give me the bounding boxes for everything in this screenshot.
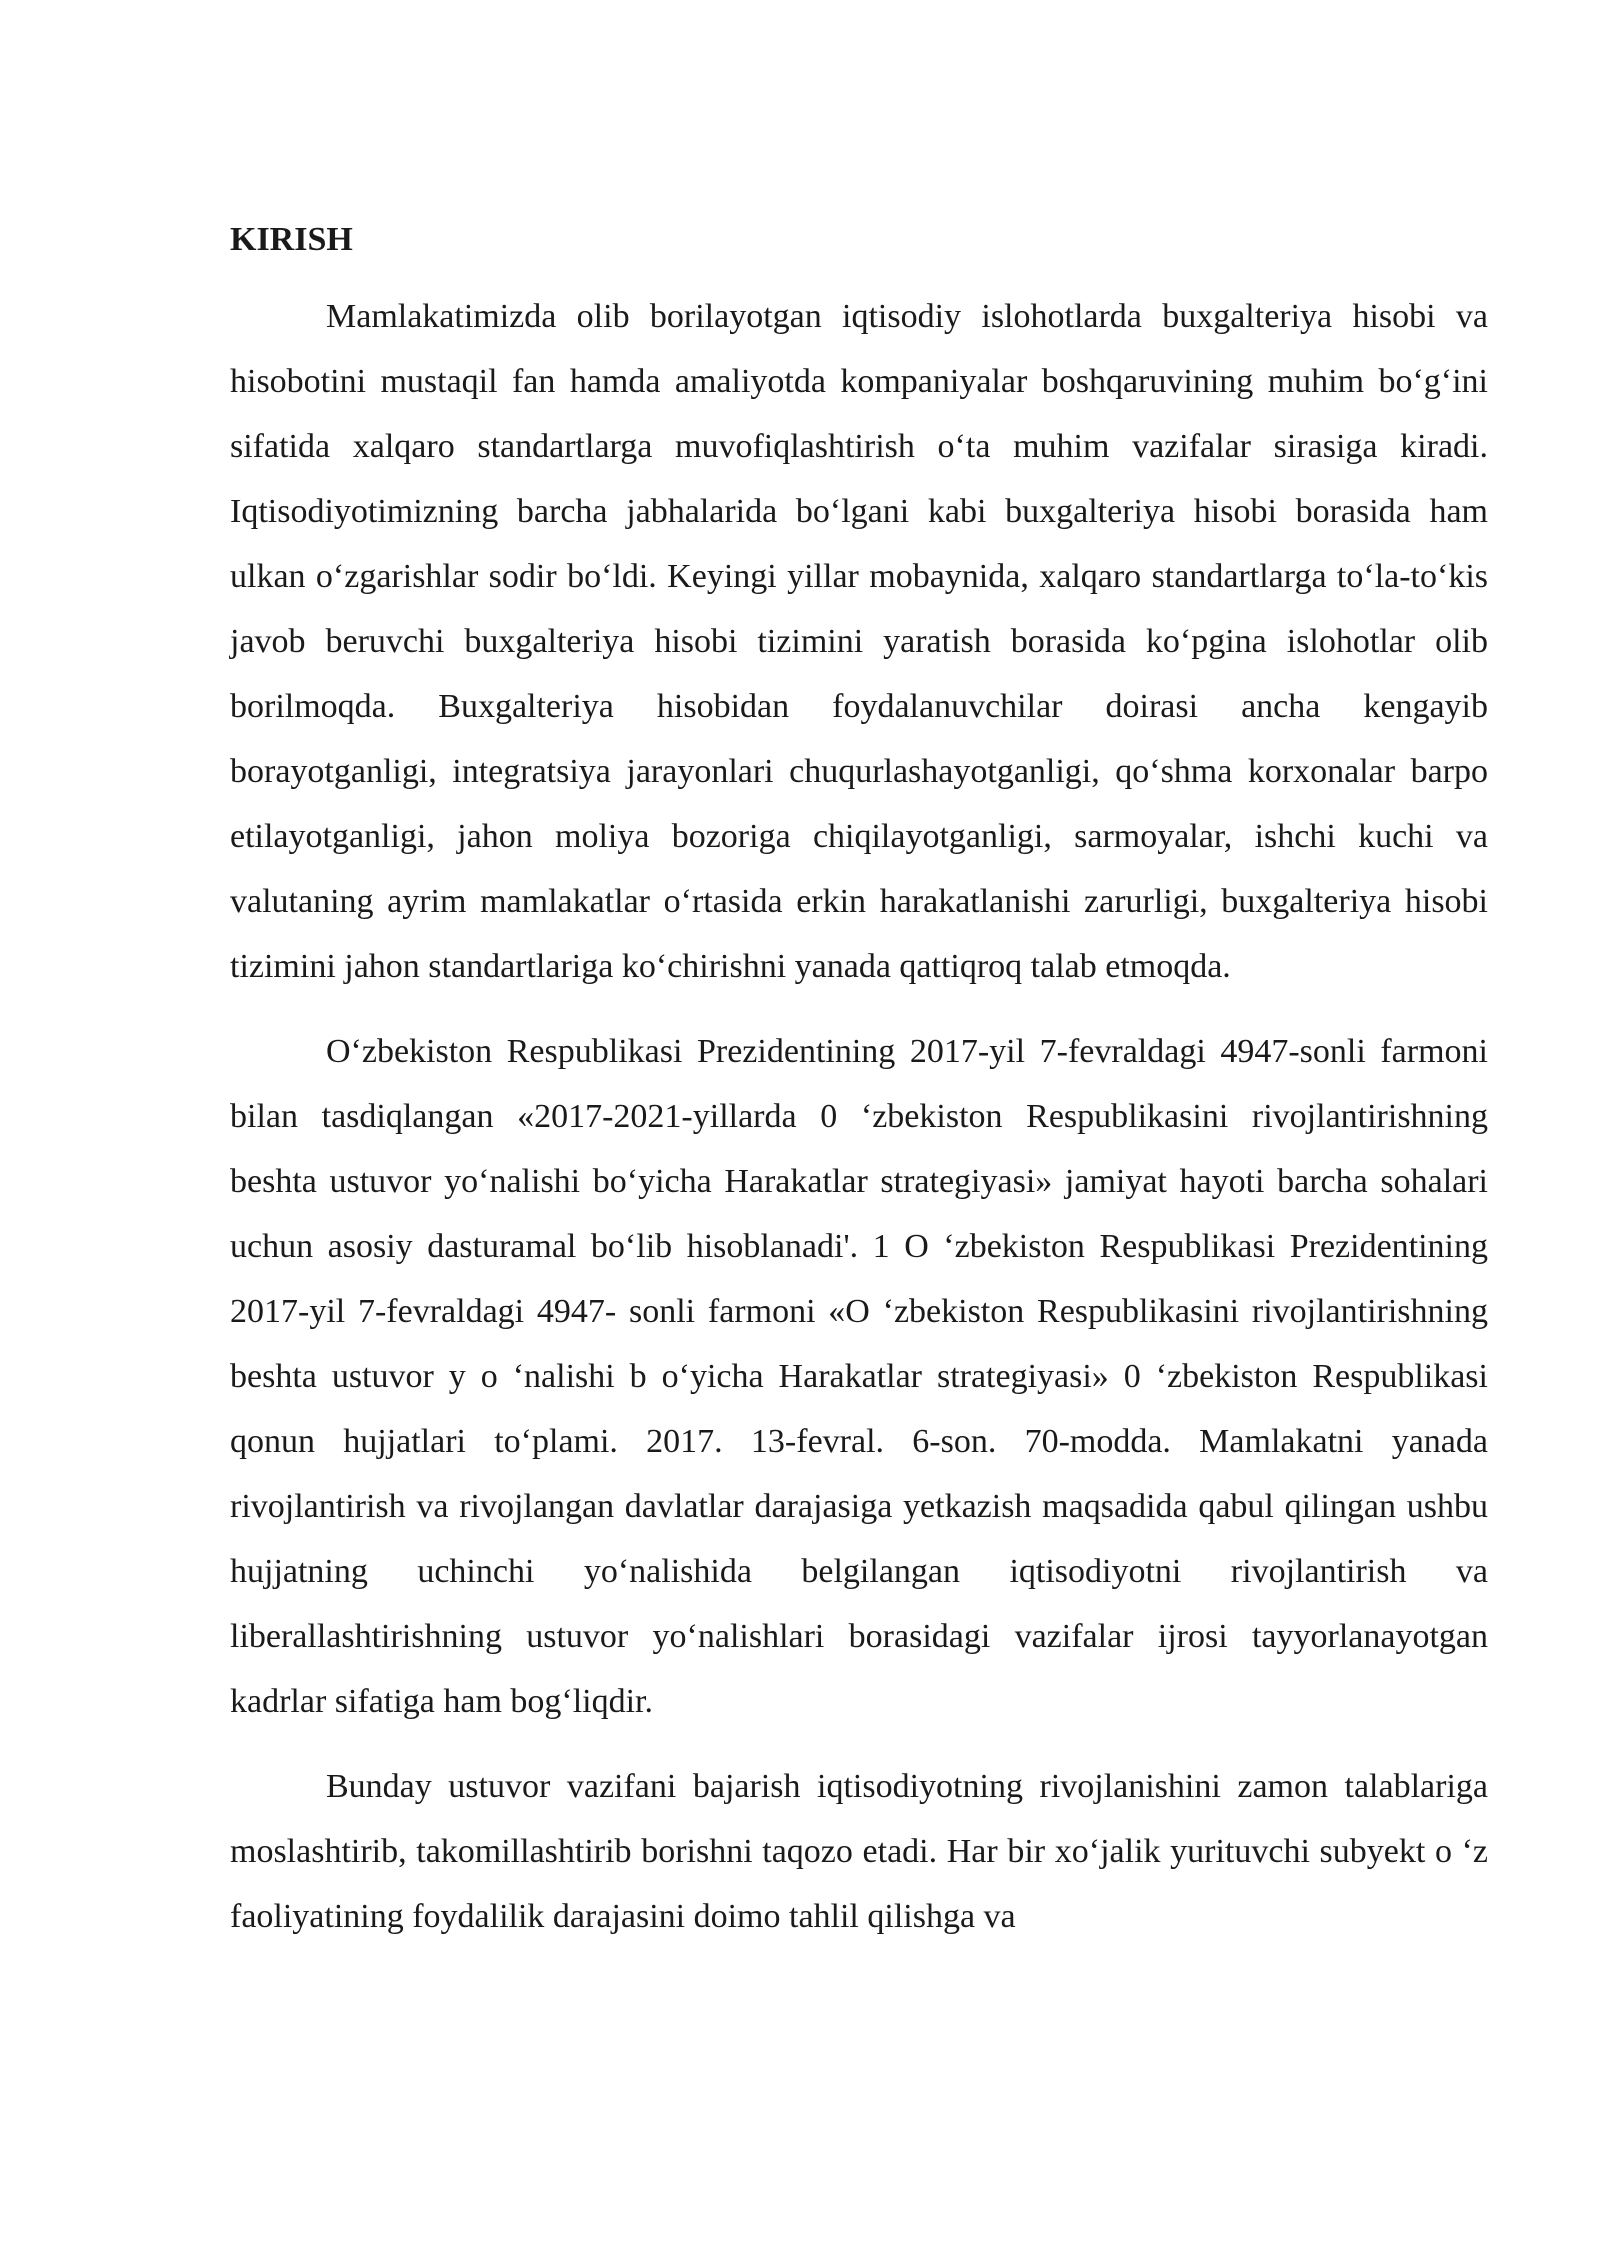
paragraph-2: O‘zbekiston Respublikasi Prezidentining 2017-yil 7-fevraldagi 4947-sonli farmoni bilan tasdiqlangan «2017-2021-yillarda 0 ‘zbekiston Respublikasini rivojlantirishning beshta ustuvor yo‘nalishi bo‘yicha Harakatlar strategiyasi» jamiyat hayoti barcha sohalari uchun asosiy dasturamal bo‘lib hisoblanadi'. 1 O ‘zbekiston Respublikasi Prezidentining 2017-yil 7-fevraldagi 4947- sonli farmoni «O ‘zbekiston Respublikasini rivojlantirishning beshta ustuvor y o ‘nalishi b o‘yicha Harakatlar strategiyasi» 0 ‘zbekiston Respublikasi qonun hujjatlari to‘plami. 2017. 13-fevral. 6-son. 70-modda. Mamlakatni yanada rivojlantirish va rivojlangan davlatlar darajasiga yetkazish maqsadida qabul qilingan ushbu hujjatning uchinchi yo‘nalishida belgilangan iqtisodiyotni rivojlantirish va liberallashtirishning ustuvor yo‘nalishlari borasidagi vazifalar ijrosi tayyorlanayotgan kadrlar sifatiga ham bog‘liqdir. — [230, 1033, 1488, 1720]
document-body — [230, 210, 1488, 1949]
section-heading: KIRISH — [230, 221, 353, 258]
paragraph-1: Mamlakatimizda olib borilayotgan iqtisodiy islohotlarda buxgalteriya hisobi va hisobotini mustaqil fan hamda amaliyotda kompaniyalar boshqaruvining muhim bo‘g‘ini sifatida xalqaro standartlarga muvofiqlashtirish o‘ta muhim vazifalar sirasiga kiradi. Iqtisodiyotimizning barcha jabhalarida bo‘lgani kabi buxgalteriya hisobi borasida ham ulkan o‘zgarishlar sodir bo‘ldi. Keyingi yillar mobaynida, xalqaro standartlarga to‘la-to‘kis javob beruvchi buxgalteriya hisobi tizimini yaratish borasida ko‘pgina islohotlar olib borilmoqda. Buxgalteriya hisobidan foydalanuvchilar doirasi ancha kengayib borayotganligi, integratsiya jarayonlari chuqurlashayotganligi, qo‘shma korxonalar barpo etilayotganligi, jahon moliya bozoriga chiqilayotganligi, sarmoyalar, ishchi kuchi va valutaning ayrim mamlakatlar o‘rtasida erkin harakatlanishi zarurligi, buxgalteriya hisobi tizimini jahon standartlariga ko‘chirishni yanada qattiqroq talab etmoqda. — [230, 298, 1488, 985]
paragraph-3: Bunday ustuvor vazifani bajarish iqtisodiyotning rivojlanishini zamon talablariga moslashtirib, takomillashtirib borishni taqozo etadi. Har bir xo‘jalik yurituvchi subyekt o ‘z faoliyatining foydalilik darajasini doimo tahlil qilishga va — [230, 1768, 1488, 1935]
